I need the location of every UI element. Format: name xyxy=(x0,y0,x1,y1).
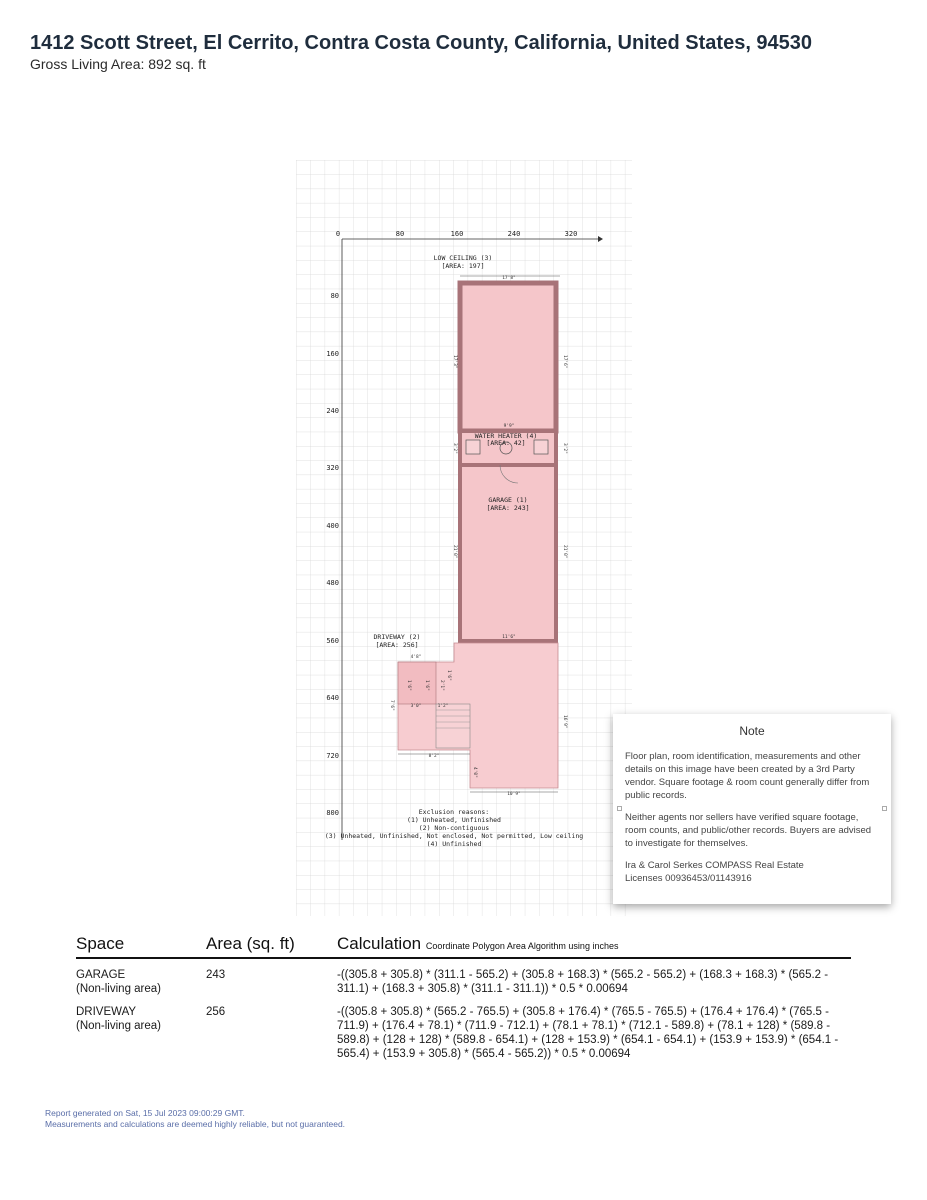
y-tick: 240 xyxy=(326,407,339,415)
table-row xyxy=(76,968,851,996)
report-generated-date: Report generated on Sat, 15 Jul 2023 09:00:29 GMT. xyxy=(45,1108,245,1118)
water-heater-unit xyxy=(534,440,548,454)
garage-area: [AREA: 243] xyxy=(486,504,530,512)
x-tick: 240 xyxy=(507,230,521,238)
dim-label: 4'0" xyxy=(472,767,477,778)
y-tick: 640 xyxy=(326,694,339,702)
row-area: 243 xyxy=(206,969,226,981)
dim-label: 3'2" xyxy=(452,443,457,454)
exclusion-title: Exclusion reasons: xyxy=(418,808,490,816)
note-title: Note xyxy=(739,724,765,738)
header-calculation xyxy=(337,934,851,954)
x-tick: 160 xyxy=(450,230,464,238)
property-address-title: 1412 Scott Street, El Cerrito, Contra Costa County, California, United States, 94530 xyxy=(30,32,813,54)
driveway-inner xyxy=(436,704,470,748)
report-disclaimer: Measurements and calculations are deemed highly reliable, but not guaranteed. xyxy=(45,1119,346,1129)
y-tick: 160 xyxy=(326,350,339,358)
dim-label: 17'8" xyxy=(502,276,516,281)
dim-label: 11'6" xyxy=(502,635,516,640)
x-tick: 80 xyxy=(395,230,405,238)
y-tick: 480 xyxy=(326,579,339,587)
water-heater-unit xyxy=(466,440,480,454)
exclusion-reason: (4) Unfinished xyxy=(426,840,482,848)
note-handle-icon xyxy=(882,806,887,811)
y-tick: 800 xyxy=(326,809,339,817)
dim-label: 16'9" xyxy=(562,715,567,729)
row-space xyxy=(76,968,206,996)
row-space-sub: (Non-living area) xyxy=(76,983,162,995)
dim-label: 17'3" xyxy=(452,355,457,369)
dim-label: 10'9" xyxy=(507,792,521,797)
header-calculation-subtitle: Coordinate Polygon Area Algorithm using inches xyxy=(425,941,619,951)
dim-label: 21'0" xyxy=(452,545,457,559)
gross-living-area: Gross Living Area: 892 sq. ft xyxy=(30,56,206,72)
report-footer xyxy=(45,1108,345,1130)
header-space: Space xyxy=(76,934,125,953)
table-row xyxy=(76,1005,851,1061)
dim-label: 17'6" xyxy=(562,355,567,369)
note-licenses: Licenses 00936453/01143916 xyxy=(625,873,752,884)
disclaimer-note xyxy=(613,714,891,904)
low-ceiling-label: LOW CEILING (3) xyxy=(433,254,493,262)
driveway-inner xyxy=(398,662,436,704)
table-header xyxy=(76,934,851,959)
row-space-sub: (Non-living area) xyxy=(76,1020,162,1032)
floor-plan xyxy=(296,160,632,916)
row-space-name: GARAGE xyxy=(76,969,126,981)
note-agent: Ira & Carol Serkes COMPASS Real Estate xyxy=(625,860,804,871)
dim-label: 3'0" xyxy=(410,704,422,709)
note-paragraph: Floor plan, room identification, measurements and other details on this image have been created by a 3rd Party vendor. Square footage & room count generally differ from public records. xyxy=(625,751,870,801)
dim-label: 2'1" xyxy=(439,680,444,691)
low-ceiling-room xyxy=(460,283,556,431)
dim-label: 1'6" xyxy=(406,680,411,691)
dim-label: 1'6" xyxy=(424,680,429,691)
row-area: 256 xyxy=(206,1006,226,1018)
y-tick: 320 xyxy=(326,464,339,472)
y-tick: 400 xyxy=(326,522,339,530)
y-tick: 720 xyxy=(326,752,339,760)
exclusion-reason: (1) Unheated, Unfinished xyxy=(407,816,501,824)
low-ceiling-area: [AREA: 197] xyxy=(441,262,485,270)
dim-label: 1'2" xyxy=(437,704,449,709)
driveway-label: DRIVEWAY (2) xyxy=(373,633,421,641)
x-tick: 0 xyxy=(335,230,341,238)
exclusion-reason: (2) Non-contiguous xyxy=(418,824,490,832)
garage-room xyxy=(460,465,556,641)
driveway-area-label: [AREA: 256] xyxy=(375,641,419,649)
header-area: Area (sq. ft) xyxy=(206,934,295,953)
garage-label: GARAGE (1) xyxy=(488,496,528,504)
dim-label: 9'9" xyxy=(503,424,515,429)
note-paragraph xyxy=(625,859,879,885)
area-calculation-table xyxy=(76,934,851,1061)
dim-label: 7'6" xyxy=(389,700,394,711)
report-header xyxy=(30,30,910,73)
y-tick: 80 xyxy=(330,292,339,300)
dim-label: 3'2" xyxy=(562,443,567,454)
row-calculation: -((305.8 + 305.8) * (565.2 - 765.5) + (305.8 + 176.4) * (765.5 - 765.5) + (176.4 + 176.4) * (765.5 - 711.9) + (176.4 + 78.1) * (711.9 - 712.1) + (78.1 + 78.1) * (712.1 - 589.8) + (78.1 + 128) * (589.8 - 589.8) + (128 + 128) * (589.8 - 654.1) + (128 + 153.9) * (654.1 - 654.1) + (153.9 + 153.9) * (654.1 - 565.4) + (153.9 + 305.8) * (565.4 - 565.2)) * 0.5 * 0.00694 xyxy=(337,1006,839,1060)
water-heater-area: [AREA: 42] xyxy=(486,439,526,447)
row-space-name: DRIVEWAY xyxy=(76,1006,137,1018)
y-tick: 560 xyxy=(326,637,339,645)
dim-label: 8'2" xyxy=(428,754,440,759)
row-calculation: -((305.8 + 305.8) * (311.1 - 565.2) + (305.8 + 168.3) * (565.2 - 565.2) + (168.3 + 168.3) * (565.2 - 311.1) + (168.3 + 305.8) * (311.1 - 311.1)) * 0.5 * 0.00694 xyxy=(337,969,829,995)
note-paragraph: Neither agents nor sellers have verified square footage, room counts, and public/other records. Buyers are advised to investigate for themselves. xyxy=(625,812,872,849)
dim-label: 21'0" xyxy=(562,545,567,559)
header-calculation-label: Calculation xyxy=(337,934,422,953)
water-heater-label: WATER HEATER (4) xyxy=(474,432,538,440)
dim-label: 4'8" xyxy=(410,655,422,660)
note-handle-icon xyxy=(617,806,622,811)
row-space xyxy=(76,1005,206,1061)
exclusion-reason: (3) Unheated, Unfinished, Not enclosed, Not permitted, Low ceiling xyxy=(324,832,584,840)
x-tick: 320 xyxy=(564,230,578,238)
dim-label: 1'6" xyxy=(446,670,451,681)
